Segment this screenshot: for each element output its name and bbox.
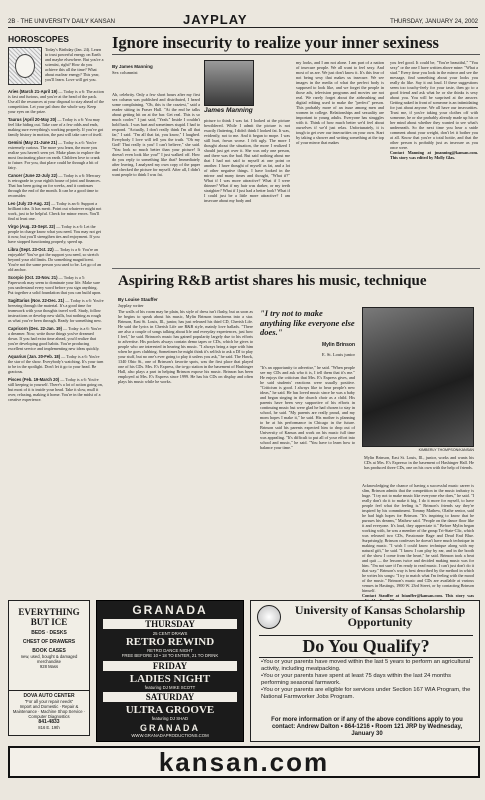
ad-tagline: "For all your repair needs" bbox=[24, 699, 74, 704]
horoscope-text: You may feel like hiding out. Take care of a few odds and ends, making sure everything's working properly. If you've got family history in motion, the past will take care of itself. bbox=[8, 117, 104, 137]
horoscope-text: You're a dreamer. Now, write those things you've dreamed down. If you had extra time ahead, you'd realize that you're developing good habits. You're producing excellent service and implementing new ideas quickly. bbox=[8, 326, 102, 351]
article-column-1: Ah, celebrity. Only a few short hours after my first sex column was published and distributed, I heard some complaining. "Oh, this is the craziest," said a reader sitting in Fraser Hall. "At the end he talks about getting hit on at the bar. Get real. This is so much cooler." I just said, "Yeah." Inside I couldn't hold back. I was hurt and sometimes stupid. I had to respond. "Actually, I don't really think I'm all that far," I said. "I'm all that fat, you know," I laughed. Everybody I love will tell you the truth. "Oh my God! That really is you! I can't believe," she said. "You look so much better than your picture! It doesn't even look like you!" I just walked off. How do you reply to something like that? Immediately after leaving, I analyzed my own copy of the paper and checked the picture for myself. After all, I didn't want people to think I was fat. bbox=[112, 92, 200, 177]
horoscopes-title: HOROSCOPES bbox=[8, 34, 69, 44]
horoscopes-intro bbox=[8, 47, 104, 85]
granada-saturday-event: ULTRA GROOVE bbox=[125, 703, 215, 716]
granada-logo: GRANADA bbox=[132, 603, 208, 617]
granada-thursday: THURSDAY bbox=[103, 619, 237, 629]
photo-credit: KIMBERLY THOMPSON/KANSAN bbox=[418, 448, 474, 452]
horoscope-text: You're extremely curious. The more you learn, the more you realize you haven't seen yet. Make plans to explore the most fascinating place on earth. Children love to crank to future. For you, that place could be through a bit of fairy. bbox=[8, 140, 100, 170]
horoscope-text: You're breezing through the material. It's a good time for teamwork with your thoughts travel well. Study, follow instructions or develop new skills, but nothing as rough as what you've been through. Ready for something new. bbox=[8, 298, 104, 323]
granada-saturday: SATURDAY bbox=[103, 692, 237, 702]
horoscope-text: Paperwork may seem to dominate your life. Make sure you understand every word before you sign anything. Put together a solid foundation that you can build upon. bbox=[8, 280, 102, 295]
horoscope-sign-name: Scorpio (Oct. 23-Nov. 21) bbox=[8, 275, 58, 280]
article-column-4: you feel good. It could be, "You're beautiful," "You sexy" or the one I have written above mine: "What a stud." Every time you look in the mirror and see the message, find something about your looks you really do like. Say it out loud. If these suggestions seem too touchy-feely for your taste, then go to a good friend and ask what he or she thinks is sexy about you. You will be surprised at the answer. Getting naked in front of someone is an intimidating for just about anyone. We all have our insecurities. Trust me, if you're taking your clothes off with someone, he or she probably already made up his or her mind about whether they wanted to see what's underneath. So the next time you hear a snide comment about your weight, don't let it bother you at all. Know that you're a total hottie, and that the other person is probably just as insecure as you once were. Contact Manning at jmanning@kansan.com. This story was edited by Molly Glas. bbox=[390, 60, 478, 160]
ad-line-3: BOOK CASES bbox=[32, 648, 66, 654]
horoscope-entry: Taurus (April 20-May 20) — Today is a 6: You may feel like hiding out. Take care of a few odds and ends, making sure everything's working properly. If you've got family history in motion, the past will take care of itself. bbox=[8, 117, 104, 137]
pull-quote-text: "I try not to make anything like everyone else does." bbox=[260, 308, 355, 337]
horoscope-rating: Today is a 6 bbox=[63, 173, 84, 178]
pull-quote-name: Mylin Brinson bbox=[321, 341, 355, 348]
article-contact: Contact Stauffer at lstauffer@kansan.com. This story was bbox=[362, 593, 474, 598]
ku-ad-criteria bbox=[261, 659, 473, 701]
horoscopes-intro-text: Today's Birthday (Jan. 24). Learn to trust powerful energy on Earth and maybe elsewhere. But you're a scientist, right? How do you achieve this all the time? What about nuclear energy? This year, you'll learn. Love will get you. bbox=[45, 47, 104, 82]
horoscope-entry: Sagittarius (Nov. 22-Dec. 21) — Today is a 6: You're breezing through the material. It's a good time for teamwork with your thoughts travel well. Study, follow instructions or develop new skills, but nothing as rough as what you've been through. Ready for something new. bbox=[8, 298, 104, 323]
horoscope-sign-name: Sagittarius (Nov. 22-Dec. 21) bbox=[8, 298, 65, 303]
article-sex-column bbox=[112, 34, 480, 261]
ku-criteria-item: • You or your parents have moved within the last 5 years to perform an agricultural activity, including meatpacking. bbox=[261, 659, 473, 673]
article-headline: Aspiring R&B artist shares his music, technique bbox=[118, 273, 427, 289]
ad-services: Import and Domestic · Repair & Maintenance · Machine Shop Service · Computer Diagnostics bbox=[12, 704, 86, 719]
granada-saturday-sub: featuring DJ SHAD bbox=[151, 715, 189, 721]
article-column-2: picture to think I was fat. I looked at the picture bewildered. While I admit the picture is not exactly flattering, I didn't think I looked fat. It was, evidently, not to me. And it began to mope. I was still hurt, frown worse. I felt ugly. The more I thought about the situation, the more I realized I should just get over it. She was only one person, and there was the bad. But said nothing about me that I had not said to myself at one point or another. I have thought of myself as fat, and a lot of other negative things. I have looked in the mirror and many times and thought, "What if?" What if I was more attractive? What if I were thinner? What if my hair was darker, or my teeth straighter? What if I just had a better look? What if I could just be a little more attractive? I am insecure about my body and bbox=[204, 118, 290, 203]
ku-criteria-item: • You or your parents have spent at least 75 days within the last 24 months performing seasonal farmwork. bbox=[261, 673, 473, 687]
horoscope-rating: Today is a 6 bbox=[66, 354, 87, 359]
columnist-photo-caption: James Manning bbox=[204, 107, 253, 114]
granada-friday-event: LADIES NIGHT bbox=[129, 672, 211, 685]
horoscope-text: You're the star of the show. Everybody's watching. It's your turn to be in the spotlight. Don't let it go to your head. Be gracious. bbox=[8, 354, 104, 374]
byline-name: By James Manning bbox=[112, 64, 153, 69]
article-rnb-artist bbox=[112, 268, 480, 598]
article-column-1: The walls of his room may be plain, his style of dress isn't flashy, but as soon as he begins to speak about his music, Mylin Brinson transforms into a star. Brinson, East St. Louis, Ill., junior, has just released his third CD, Cherish Life. He said the lyrics in Cherish Life are R&B style, mainly love ballads. "There are also a couple of songs talking about life and everyday experiences, just how I feel," he said. Brinson's music has gained popularity largely due to his efforts to advertise. His pockets always contain demo tapes or CDs, which he gives to people who are interested in hearing his music. "I always bring a tape with him when he goes clubbing. Sometimes he might think it's selfish to ask a DJ to play your stuff, but no one's ever going to play it unless you ask," he said. The Hawk, 1340 Ohio St., one of Brinson's favorite spots, was the first place that played one of his CDs. Mrs. E's Express, the to-go station in the basement of Hashinger Hall, also plays a part in helping Brinson expose his music. Brinson has been employed at Mrs. E's Express since 1999. He has his CDs on display and often plays his music while he works. bbox=[118, 309, 253, 384]
granada-thursday-sub2: RETRO DANCE NIGHT bbox=[147, 648, 193, 654]
horoscope-sign-name: Leo (July 23-Aug. 22) bbox=[8, 201, 51, 206]
horoscope-text: Mercury is retrograde in your eighth house of joint and finances. That has been going on for weeks, and it continues through the end of the month. It can be a good time to reconsider. bbox=[8, 173, 101, 198]
horoscope-list bbox=[8, 89, 104, 402]
horoscope-rating: Today is a 6 bbox=[63, 89, 84, 94]
granada-friday: FRIDAY bbox=[103, 661, 237, 671]
ad-title: DOVA AUTO CENTER bbox=[23, 693, 75, 699]
horoscope-rating: Today is a 5 bbox=[63, 275, 85, 280]
ad-title: EVERYTHING BUT ICE bbox=[18, 607, 80, 627]
horoscope-sign-name: Gemini (May 21-June 21) bbox=[8, 140, 58, 145]
horoscope-entry: Cancer (June 22-July 22) — Today is a 6: Mercury is retrograde in your eighth house of joint and finances. That has been going on for weeks, and it continues through the end of the month. It can be a good time to reconsider. bbox=[8, 173, 101, 198]
horoscope-sign-name: Cancer (June 22-July 22) bbox=[8, 173, 58, 178]
horoscope-entry: Pisces (Feb. 19-March 20) — Today is a 6: You're still keeping to yourself. There's a lot of action going on, but most of it is inside your head. Take it slow, mull it over, relaxing, making it home. You're in the midst of a creative experience. bbox=[8, 377, 103, 402]
article-contact: Contact Manning at jmanning@kansan.com. This story was edited by Molly Glas. bbox=[390, 150, 478, 160]
horoscope-sign-name: Taurus (April 20-May 20) bbox=[8, 117, 57, 122]
horoscope-sign-name: Aries (March 21-April 19) bbox=[8, 89, 58, 94]
horoscope-rating: Today is an 6 bbox=[56, 201, 79, 206]
ad-note: new, used, bought & damaged merchandise bbox=[20, 654, 78, 664]
horoscope-sign-name: Virgo (Aug. 23-Sept. 22) bbox=[8, 224, 56, 229]
ad-granada[interactable] bbox=[96, 600, 244, 742]
horoscope-rating: Today is a 6 bbox=[65, 377, 86, 382]
horoscope-text: Support a brilliant idea. It has merit. Point out whatever might not work, just to be helpful. Check for minor errors. You'll find at least one. bbox=[8, 201, 102, 221]
horoscope-entry: Aquarius (Jan. 20-Feb. 18) — Today is a 6: You're the star of the show. Everybody's watching. It's your turn to be in the spotlight. Don't let it go to your head. Be gracious. bbox=[8, 354, 104, 374]
granada-friday-sub: featuring DJ MIKE SCOTT bbox=[144, 684, 196, 690]
pull-quote-title: E. St. Louis junior bbox=[321, 352, 355, 357]
horoscope-text: You're an enjoyable! You've got the support you need, so stretch beyond your old limits. Do something magnificent. You're not the same person you used to be. Let go of an old anchor. bbox=[8, 247, 102, 272]
granada-thursday-sub: 25 CENT DRAWS bbox=[152, 631, 188, 636]
horoscope-sign-name: Capricorn (Dec. 22-Jan. 19) bbox=[8, 326, 62, 331]
ad-address: 816 E. 19th bbox=[38, 725, 60, 730]
horoscope-text: You're still keeping to yourself. There's a lot of action going on, but most of it is inside your head. Take it slow, mull it over, relaxing, making it home. You're in the midst of a creative experience. bbox=[8, 377, 103, 402]
horoscope-text: The action is fast and furious, and you're at the head of the pack. Use all the resources at your disposal to stay ahead of the competition. Let your pal draw the whole way. Keep your eyes on the prize. bbox=[8, 89, 104, 114]
ku-ad-qualify: Do You Qualify? bbox=[259, 635, 473, 658]
article-column-3: my looks, and I am not alone. I am part of a nation of insecure people. We all want to feel sexy. And most of us are. We just don't know it. It's this fear of not being sexy that makes us insecure. We see images in the media of what the perfect body is supposed to look like, and we forget the people in those ads, television programs and movies are not real. We rarely forget about the airbrushing and digital editing used to make the "perfect" person. This probably more of an issue among men and women in college. Relationships and sexuality are important to young adults. Everyone has struggles with it. Think of how much better we'd feel about ourselves if we'd just relax. Unfortunately, it is tough to get over our insecurities on your own. Start by taking a shower and writing something at the top of your mirror that makes bbox=[296, 60, 384, 145]
ad-ku-scholarship[interactable] bbox=[250, 600, 480, 742]
horoscope-entry: Capricorn (Dec. 22-Jan. 19) — Today is a 6: You're a dreamer. Now, write those things you've dreamed down. If you had extra time ahead, you'd realize that you're developing good habits. You're producing excellent service and implementing new ideas quickly. bbox=[8, 326, 102, 351]
horoscope-entry: Gemini (May 21-June 21) — Today is a 6: You're extremely curious. The more you learn, the more you realize you haven't seen yet. Make plans to explore the most fascinating place on earth. Children love to crank to future. For you, that place could be through a bit of fairy. bbox=[8, 140, 100, 170]
horoscope-rating: Today is a 6 bbox=[62, 117, 83, 122]
ku-ad-contact: For more information or if any of the above conditions apply to you contact: Andrew Dalton • 864-1216 • Room 121 JRP by Wednesday, January 30 bbox=[271, 717, 463, 737]
article-byline bbox=[112, 64, 172, 75]
granada-website[interactable]: WWW.GRANADAPRODUCTIONS.COM bbox=[131, 733, 209, 739]
article-column-3: Acknowledging the chance of having a successful music career is slim, Brinson admits that the competition in the music industry is huge. "I try not to make music like everyone else does," he said. "I really don't do it to make it big. I do it more for myself, to have people feel what the feeling is." Brinson's friends say they're inspired by his commitment. Tommy Mathew, Olathe senior, said he had high hopes for Brinson. "It's inspiring to know that he pursues his dreams," Mathew said. "People on the dance floor like it and everyone. It's loud, they appreciate it." Before Mylin began working with, he was a member of the group Tri-State-Clic, which was released two CDs, Passionate Rage and Dead End Blue. Surprisingly, Brinson confesses he doesn't have much technique in making music. "I wish I could know technique along with my natural gift," he said. "I know I can play by ear, and in the booth of the show I come from the heart," he said. Brinson took a beat and quit — the lessons twice and decided making music was for him. "I'm not sure if I'm ready to read music. I can't just don't do it that way." Brinson's way is best described by the method in which he writes his songs: "I try to match what I'm feeling with the mood of the music." Brinson's music and CDs are available at various venues in Hastings, 1900 W. 23rd Street, or by contacting Brinson himself. Contact Stauffer at lstauffer@kansan.com. This story was bbox=[362, 483, 474, 591]
zodiac-illustration-icon bbox=[8, 47, 42, 85]
ku-criteria-item: • You or your parents are eligible for services under Section 167 WIA Program, the National Farmworker Jobs Program. bbox=[261, 687, 473, 701]
article-byline bbox=[118, 297, 178, 308]
horoscope-rating: Today is a 6 bbox=[70, 298, 91, 303]
header-date: THURSDAY, JANUARY 24, 2002 bbox=[390, 19, 478, 25]
ad-phone: 841-4833 bbox=[38, 719, 60, 725]
kansan-url[interactable]: kansan.com bbox=[158, 746, 330, 777]
columnist-photo bbox=[204, 60, 254, 106]
horoscope-rating: Today is a 6 bbox=[63, 140, 84, 145]
artist-photo bbox=[362, 307, 474, 447]
ku-ad-title: University of Kansas Scholarship Opportunity bbox=[294, 603, 466, 629]
horoscope-text: Let the people in charge know what you need. You may not get it now, but you'll strengthen ties and enjoyment. If you have stopped functioning properly, speed up. bbox=[8, 224, 101, 244]
granada-footer-logo: GRANADA bbox=[140, 723, 200, 734]
byline-title: Jayplay writer bbox=[118, 302, 144, 308]
granada-thursday-event: RETRO REWIND bbox=[125, 636, 215, 649]
horoscope-entry: Libra (Sept. 23-Oct. 22) — Today is a 6: You're an enjoyable! You've got the support you need, so stretch beyond your old limits. Do something magnificent. You're not the same person you used to be. Let go of an old anchor. bbox=[8, 247, 102, 272]
horoscope-sign-name: Aquarius (Jan. 20-Feb. 18) bbox=[8, 354, 61, 359]
horoscope-sign-name: Libra (Sept. 23-Oct. 22) bbox=[8, 247, 54, 252]
byline-title: Sex columnist bbox=[112, 69, 138, 75]
ad-kansan-com[interactable] bbox=[8, 746, 480, 778]
ad-line-1: BEDS · DESKS bbox=[31, 630, 67, 636]
horoscope-rating: Today is a 6 bbox=[59, 247, 81, 252]
ad-line-2: CHEST OF DRAWERS bbox=[22, 639, 76, 645]
ad-address: 928 Mass bbox=[39, 664, 59, 669]
photo-caption: Mylin Brinson, East St. Louis, Ill., junior, works and wants his CDs at Mrs. E's Espresso in the basement of Hashinger Hall. He has produced three CDs, one on his own with the help of friends. bbox=[364, 455, 474, 470]
section-title: JAYPLAY bbox=[183, 12, 248, 27]
page-header bbox=[8, 14, 478, 28]
ad-dova-auto[interactable] bbox=[8, 690, 90, 740]
horoscope-entry: Virgo (Aug. 23-Sept. 22) — Today is a 6: Let the people in charge know what you need. You may not get it now, but you'll strengthen ties and enjoyment. If you have stopped functioning properly, speed up. bbox=[8, 224, 101, 244]
pull-quote bbox=[260, 309, 355, 360]
horoscope-entry: Aries (March 21-April 19) — Today is a 6: The action is fast and furious, and you're at the head of the pack. Use all the resources at your disposal to stay ahead of the competition. Let your pal draw the whole way. Keep your eyes on the prize. bbox=[8, 89, 104, 114]
ku-seal-icon bbox=[257, 605, 281, 629]
article-headline: Ignore insecurity to realize your inner sexiness bbox=[112, 34, 480, 55]
header-left: 2B · THE UNIVERSITY DAILY KANSAN bbox=[8, 19, 115, 25]
granada-thursday-detail: FREE BEFORE 10 • 18 TO ENTER, 21 TO DRINK bbox=[121, 653, 219, 659]
article-column-2: "It's an opportunity to advertise," he said. "When people see my CDs and ask who it is, I tell them that it's me." He enjoys the criticism that Mrs. E's Express gives, and he said students' reactions were usually positive. "Criticism is good. I always like to hear people's new ideas," he said. He has loved music since he was a baby and began singing in the church choir as a child. His parents have been very supportive of his efforts in continuing music but were glad he had chosen to stay in school, he said. "My parents are really proud, and my mom hopes I make it," he said. His mother is planning to be at his performance in Chicago in the future. Brinson said his parents expected him to drop out of University of Kansas and work on his music full time was appealing. "It's difficult to put all of your effort into school and music," he said. "You have to learn how to balance your time." bbox=[260, 365, 355, 450]
horoscope-entry: Leo (July 23-Aug. 22) — Today is an 6: Support a brilliant idea. It has merit. Point out whatever might not work, just to be helpful. Check for minor errors. You'll find at least one. bbox=[8, 201, 102, 221]
horoscope-rating: Today is a 6 bbox=[68, 326, 89, 331]
byline-name: By Louise Stauffer bbox=[118, 297, 158, 302]
horoscope-sign-name: Pisces (Feb. 19-March 20) bbox=[8, 377, 60, 382]
horoscope-rating: Today is a 6 bbox=[61, 224, 82, 229]
horoscopes-column bbox=[8, 34, 104, 594]
horoscope-entry: Scorpio (Oct. 23-Nov. 21) — Today is a 5: Paperwork may seem to dominate your life. Make sure you understand every word before you sign anything. Put together a solid foundation that you can build upon. bbox=[8, 275, 102, 295]
